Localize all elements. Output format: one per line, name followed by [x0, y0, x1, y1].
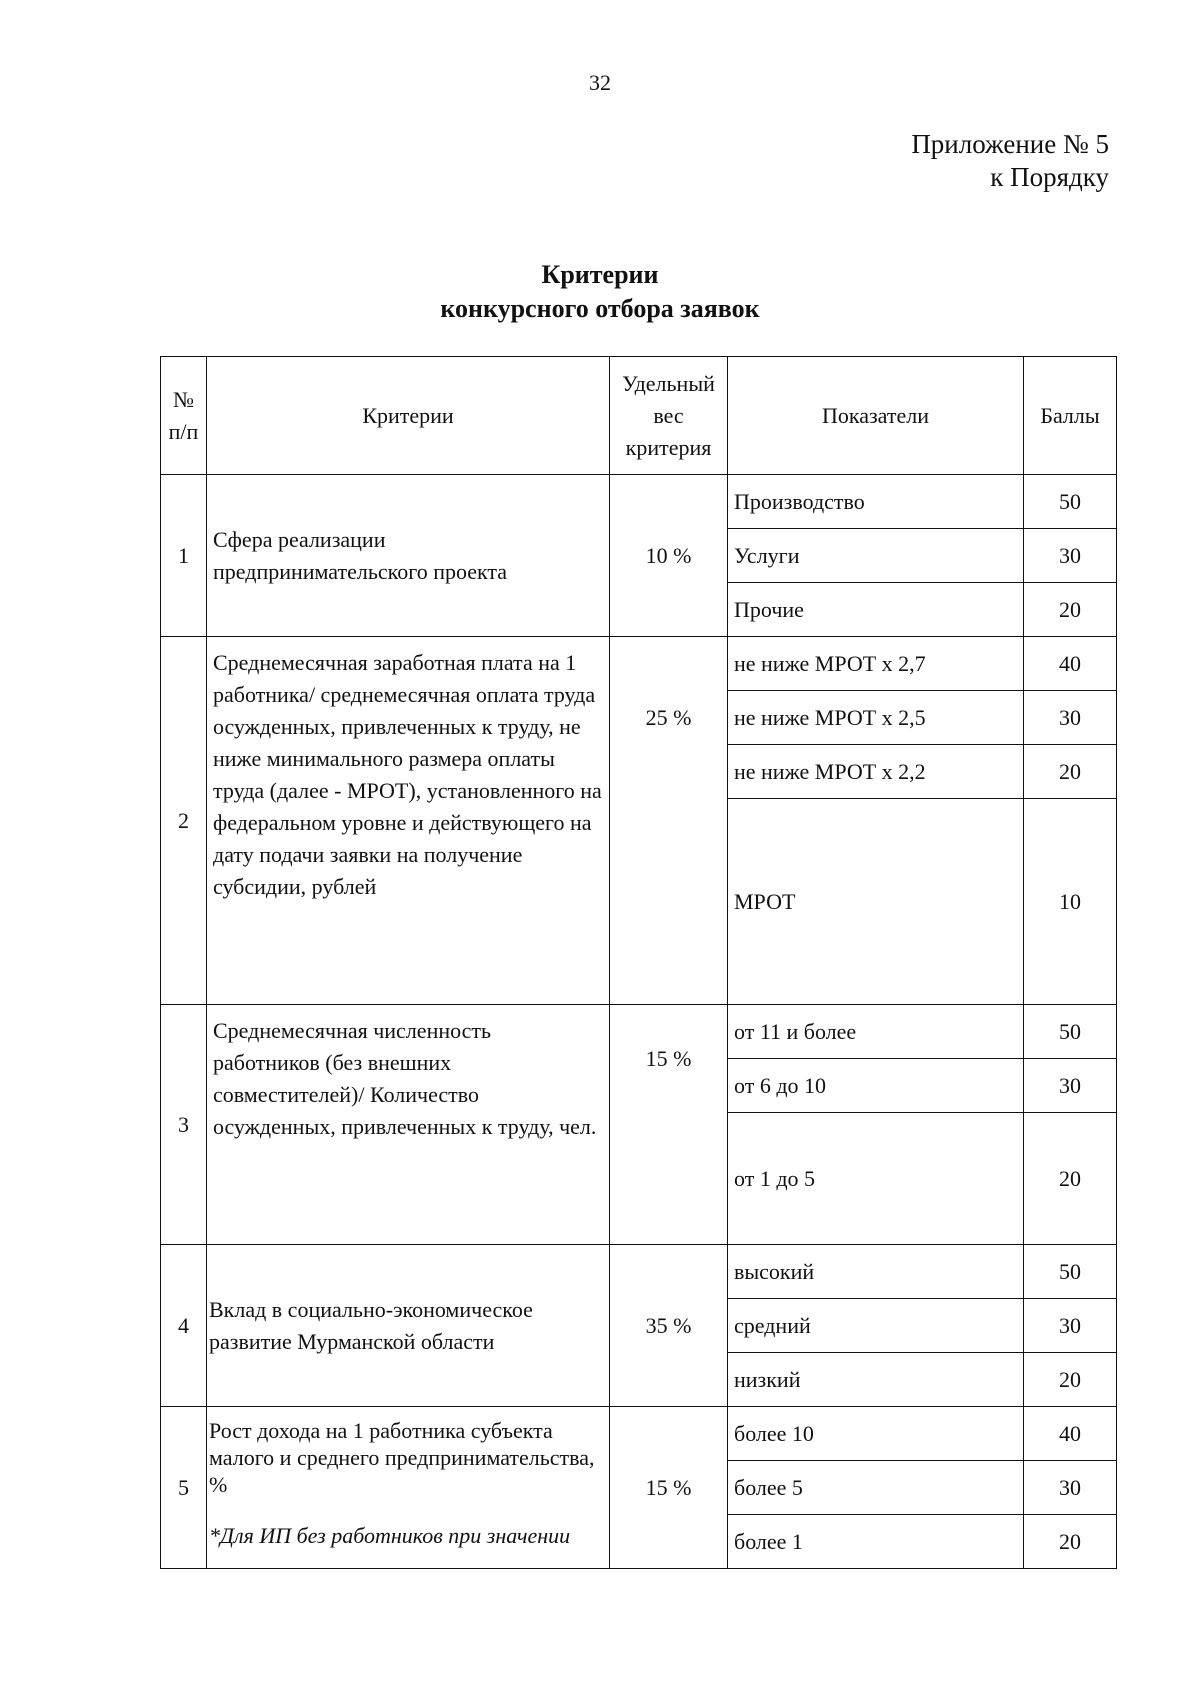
indicator-label: не ниже МРОТ х 2,7	[728, 637, 1024, 691]
indicator-score: 20	[1024, 583, 1117, 637]
indicator-score: 30	[1024, 691, 1117, 745]
criterion-text: Среднемесячная заработная плата на 1 работника/ среднемесячная оплата труда осужденных, привлеченных к труду, не ниже минимального размера оплаты труда (далее - МРОТ), установленного на федеральном уровне и действующего на дату подачи заявки на получение субсидии, рублей	[207, 637, 610, 1005]
row-number: 2	[161, 637, 207, 1005]
row-number: 3	[161, 1005, 207, 1245]
table-row	[161, 475, 1117, 529]
criteria-table	[160, 356, 1117, 1569]
indicator-label: более 1	[728, 1515, 1024, 1569]
indicator-label: МРОТ	[728, 799, 1024, 1005]
indicator-label: средний	[728, 1299, 1024, 1353]
header-criteria: Критерии	[207, 357, 610, 475]
title-line-2: конкурсного отбора заявок	[440, 294, 760, 323]
appendix-line-2: к Порядку	[990, 162, 1109, 192]
criterion-text: Вклад в социально-экономическое развитие Мурманской области	[207, 1245, 610, 1407]
criterion-note: *Для ИП без работников при значении	[209, 1523, 571, 1548]
indicator-label: высокий	[728, 1245, 1024, 1299]
criterion-text: Сфера реализации предпринимательского проекта	[207, 475, 610, 637]
appendix-line-1: Приложение № 5	[911, 129, 1109, 159]
weight-spacer	[610, 799, 728, 1005]
weight-spacer	[610, 1113, 728, 1245]
document-title	[0, 258, 1200, 326]
appendix-label	[911, 128, 1109, 194]
indicator-score: 10	[1024, 799, 1117, 1005]
header-indicators: Показатели	[728, 357, 1024, 475]
row-number: 5	[161, 1407, 207, 1569]
indicator-label: Услуги	[728, 529, 1024, 583]
criterion-text: Среднемесячная численность работников (без внешних совместителей)/ Количество осужденных, привлеченных к труду, чел.	[207, 1005, 610, 1245]
indicator-score: 50	[1024, 1245, 1117, 1299]
indicator-label: не ниже МРОТ х 2,2	[728, 745, 1024, 799]
indicator-label: от 11 и более	[728, 1005, 1024, 1059]
table-row	[161, 1245, 1117, 1299]
indicator-score: 30	[1024, 529, 1117, 583]
indicator-score: 30	[1024, 1461, 1117, 1515]
indicator-label: низкий	[728, 1353, 1024, 1407]
criterion-cell	[207, 1407, 610, 1569]
table-header-row	[161, 357, 1117, 475]
table-row	[161, 637, 1117, 691]
title-line-1: Критерии	[541, 260, 659, 289]
criterion-weight: 10 %	[610, 475, 728, 637]
indicator-label: не ниже МРОТ х 2,5	[728, 691, 1024, 745]
table-row	[161, 1407, 1117, 1461]
criterion-text: Рост дохода на 1 работника субъекта малого и среднего предпринимательства, %	[209, 1418, 595, 1497]
row-number: 4	[161, 1245, 207, 1407]
page-number: 32	[589, 70, 611, 95]
indicator-label: более 10	[728, 1407, 1024, 1461]
indicator-label: от 6 до 10	[728, 1059, 1024, 1113]
indicator-label: Производство	[728, 475, 1024, 529]
table-row	[161, 1005, 1117, 1059]
header-score: Баллы	[1024, 357, 1117, 475]
indicator-score: 20	[1024, 745, 1117, 799]
indicator-score: 20	[1024, 1353, 1117, 1407]
criterion-weight: 15 %	[610, 1005, 728, 1113]
indicator-score: 30	[1024, 1299, 1117, 1353]
criterion-weight: 35 %	[610, 1245, 728, 1407]
header-num: № п/п	[161, 357, 207, 475]
criterion-weight: 25 %	[610, 637, 728, 799]
indicator-score: 50	[1024, 1005, 1117, 1059]
row-number: 1	[161, 475, 207, 637]
indicator-score: 30	[1024, 1059, 1117, 1113]
indicator-score: 50	[1024, 475, 1117, 529]
indicator-score: 20	[1024, 1113, 1117, 1245]
indicator-score: 40	[1024, 1407, 1117, 1461]
indicator-label: более 5	[728, 1461, 1024, 1515]
indicator-score: 20	[1024, 1515, 1117, 1569]
header-weight: Удельный вес критерия	[610, 357, 728, 475]
indicator-label: Прочие	[728, 583, 1024, 637]
indicator-score: 40	[1024, 637, 1117, 691]
indicator-label: от 1 до 5	[728, 1113, 1024, 1245]
criterion-weight: 15 %	[610, 1407, 728, 1569]
